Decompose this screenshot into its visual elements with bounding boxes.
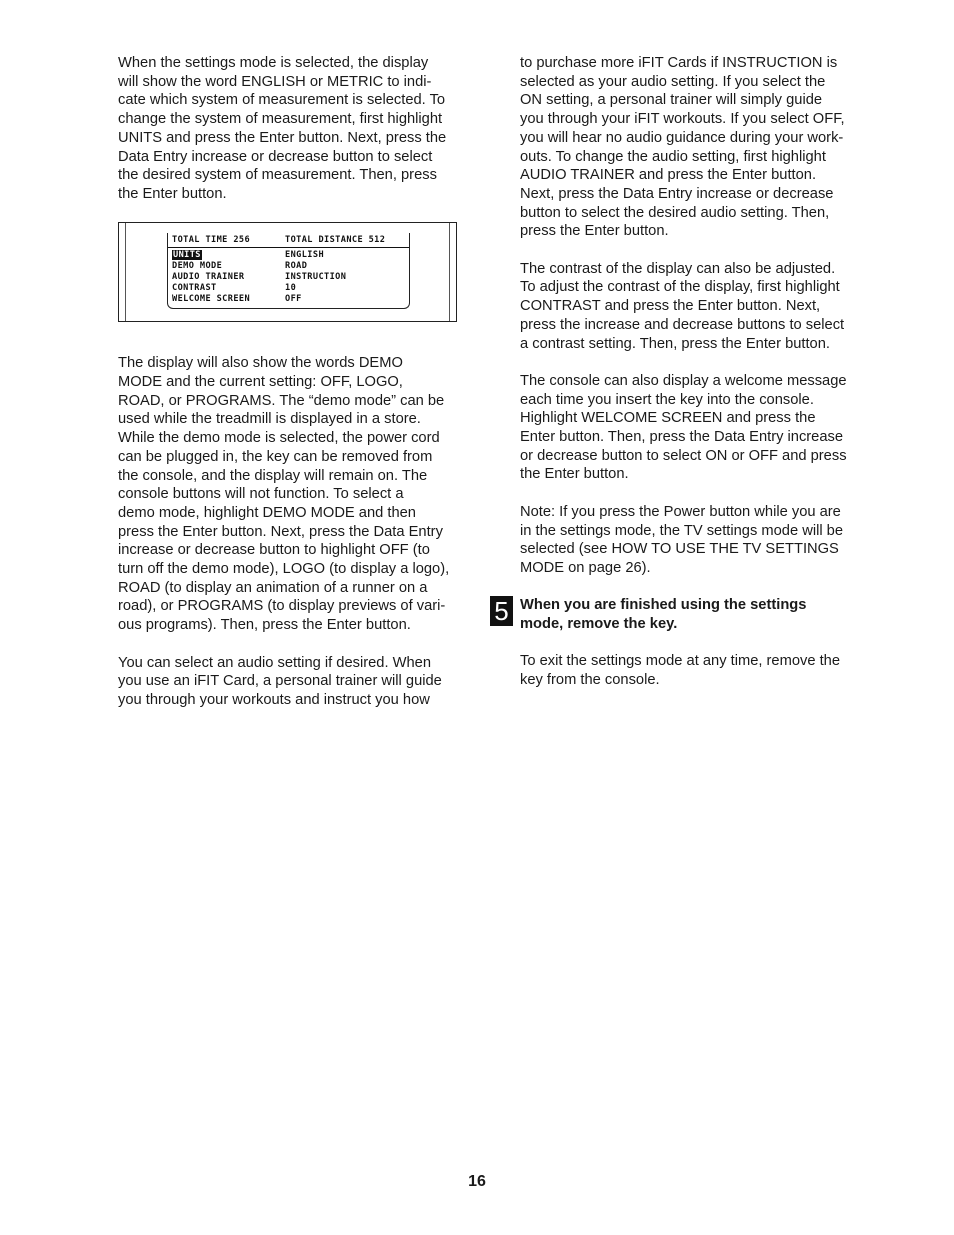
- setting-row-units: [172, 250, 409, 261]
- setting-row-demo-mode: [172, 261, 409, 272]
- step-5: [490, 596, 872, 633]
- audio-continued-paragraph: to purchase more iFIT Cards if INSTRUCTION is selected as your audio setting. If you select the ON setting, a personal trainer will simply guide you through your iFIT workouts. If you select OFF, you will hear no audio guidance during your work- outs. To change the audio setting, first highlight AUDIO TRAINER and press the Enter button. Next, press the Data Entry increase or decrease button to select the desired audio setting. Then, press the Enter button.: [520, 55, 845, 240]
- setting-value-units: ENGLISH: [285, 250, 325, 261]
- setting-label-contrast: CONTRAST: [172, 283, 217, 294]
- right-column: [494, 54, 872, 709]
- setting-value-demo-mode: ROAD: [285, 261, 308, 272]
- contrast-paragraph: The contrast of the display can also be adjusted. To adjust the contrast of the display, first highlight CONTRAST and press the Enter button. Next, press the increase and decrease buttons to select a contrast setting. Then, press the Enter button.: [520, 260, 845, 352]
- audio-setting-paragraph: You can select an audio setting if desired. When you use an iFIT Card, a personal trainer will guide you through your workouts and instruct you how: [118, 654, 442, 708]
- figure-edge-right: [449, 223, 450, 321]
- total-distance-readout: TOTAL DISTANCE 512: [285, 235, 386, 246]
- setting-label-units: UNITS: [173, 250, 201, 261]
- setting-label-audio-trainer: AUDIO TRAINER: [172, 272, 245, 283]
- setting-label-demo-mode: DEMO MODE: [172, 261, 223, 272]
- page-number: 16: [468, 1173, 486, 1190]
- console-display-illustration: [118, 222, 457, 322]
- setting-row-welcome-screen: [172, 294, 409, 305]
- setting-value-welcome-screen: OFF: [285, 294, 302, 305]
- demo-mode-paragraph: The display will also show the words DEMO MODE and the current setting: OFF, LOGO, ROAD, or PROGRAMS. The “demo mode” can be used while the treadmill is displayed in a store. While the demo mode is selected, the power cord can be plugged in, the key can be removed from the console, and the display will remain on. The console buttons will not function. To select a demo mode, highlight DEMO MODE and then press the Enter button. Next, press the Data Entry increase or decrease button to highlight OFF (to turn off the demo mode), LOGO (to display a logo), ROAD (to display an animation of a runner on a road), or PROGRAMS (to display previews of vari- ous programs). Then, press the Enter button.: [118, 355, 450, 634]
- setting-label-welcome-screen: WELCOME SCREEN: [172, 294, 251, 305]
- exit-paragraph: To exit the settings mode at any time, remove the key from the console.: [520, 653, 841, 689]
- setting-row-audio-trainer: [172, 272, 409, 283]
- welcome-message-paragraph: The console can also display a welcome message each time you insert the key into the console. Highlight WELCOME SCREEN and press the Enter button. Then, press the Data Entry increase or decrease button to select ON or OFF and press the Enter button.: [520, 372, 847, 483]
- units-paragraph: When the settings mode is selected, the display will show the word ENGLISH or METRIC to indi- cate which system of measurement is selected. To change the system of measurement, first highlight UNITS and press the Enter button. Next, press the Data Entry increase or decrease button to select the desired system of measurement. Then, press the Enter button.: [118, 55, 447, 202]
- setting-value-audio-trainer: INSTRUCTION: [285, 272, 347, 283]
- total-time-readout: TOTAL TIME 256: [172, 235, 251, 246]
- setting-value-contrast: 10: [285, 283, 297, 294]
- display-header: [168, 233, 409, 248]
- left-column: [118, 54, 470, 728]
- settings-list: [168, 248, 409, 305]
- figure-edge-left: [125, 223, 126, 321]
- settings-display: [167, 233, 410, 309]
- step-number-badge: 5: [490, 596, 513, 626]
- step-instruction: When you are finished using the settings mode, remove the key.: [520, 597, 807, 633]
- note-paragraph: Note: If you press the Power button while you are in the settings mode, the TV settings mode will be selected (see HOW TO USE THE TV SETTINGS MODE on page 26).: [520, 503, 844, 576]
- setting-row-contrast: [172, 283, 409, 294]
